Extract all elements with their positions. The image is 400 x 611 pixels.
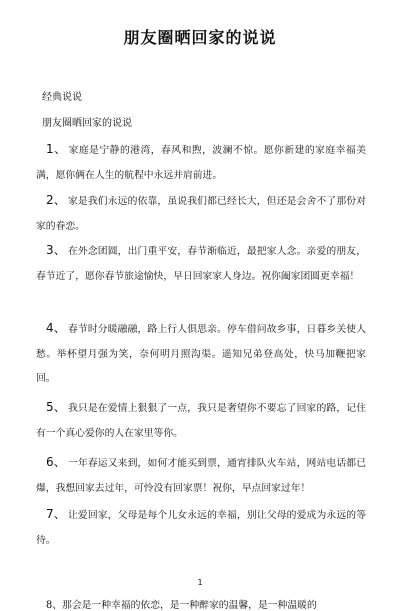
paragraph-text: 家庭是宁静的港湾，春风和煦，波澜不惊。愿你新建的家庭幸福美满，愿你俩在人生的航程中永远并肩前进。 xyxy=(36,145,367,181)
paragraph-2 xyxy=(36,188,366,239)
paragraph-6 xyxy=(36,450,366,501)
paragraph-text: 在外念团圆，出门重平安，春节渐临近，最把家人念。亲爱的朋友，春节近了，愿你春节旅途愉快，早日回家家人身边。祝你阖家团圆更幸福！ xyxy=(36,246,367,282)
section-label: 经典说说 xyxy=(42,92,82,103)
page-number: 1 xyxy=(197,578,203,587)
paragraph-text: 家是我们永远的依靠，虽说我们都已经长大，但还是会舍不了那份对家的眷恋。 xyxy=(36,196,367,232)
paragraph-text: 我只是在爱情上狠狠了一点，我只是奢望你不要忘了回家的路，记住有一个真心爱你的人在家里等你。 xyxy=(36,403,367,439)
paragraph-5 xyxy=(36,395,366,446)
paragraph-number: 7、 xyxy=(46,507,66,521)
paragraph-number: 3、 xyxy=(46,243,66,257)
paragraph-7 xyxy=(36,502,366,553)
paragraph-number: 1、 xyxy=(46,142,67,156)
paragraph-number: 2、 xyxy=(46,193,66,207)
paragraph-text: 一年春运又来到，如何才能买到票，通宵排队火车站，网站电话都已爆，我想回家去过年，可怜没有回家票！祝你，早点回家过年！ xyxy=(36,458,367,494)
paragraph-1 xyxy=(36,137,366,188)
next-page-text: 8、那会是一种幸福的依恋，是一种醉家的温馨，是一种温暖的 xyxy=(46,600,317,611)
document-subtitle: 朋友圈晒回家的说说 xyxy=(42,118,132,129)
paragraph-number: 4、 xyxy=(46,321,66,335)
paragraph-text: 让爱回家，父母是每个儿女永远的幸福，别让父母的爱成为永远的等待。 xyxy=(36,510,367,546)
paragraph-number: 6、 xyxy=(46,455,66,469)
paragraph-text: 春节时分暖融融，路上行人俱思亲。停车借问故乡事，日暮乡关使人愁。举杯望月强为笑，奈何明月照沟渠。遥知兄弟登高处，快马加鞭把家回。 xyxy=(36,324,367,384)
paragraph-number: 5、 xyxy=(46,400,66,414)
paragraph-3 xyxy=(36,238,366,289)
document-title: 朋友圈晒回家的说说 xyxy=(123,28,277,47)
paragraph-4 xyxy=(36,316,366,392)
